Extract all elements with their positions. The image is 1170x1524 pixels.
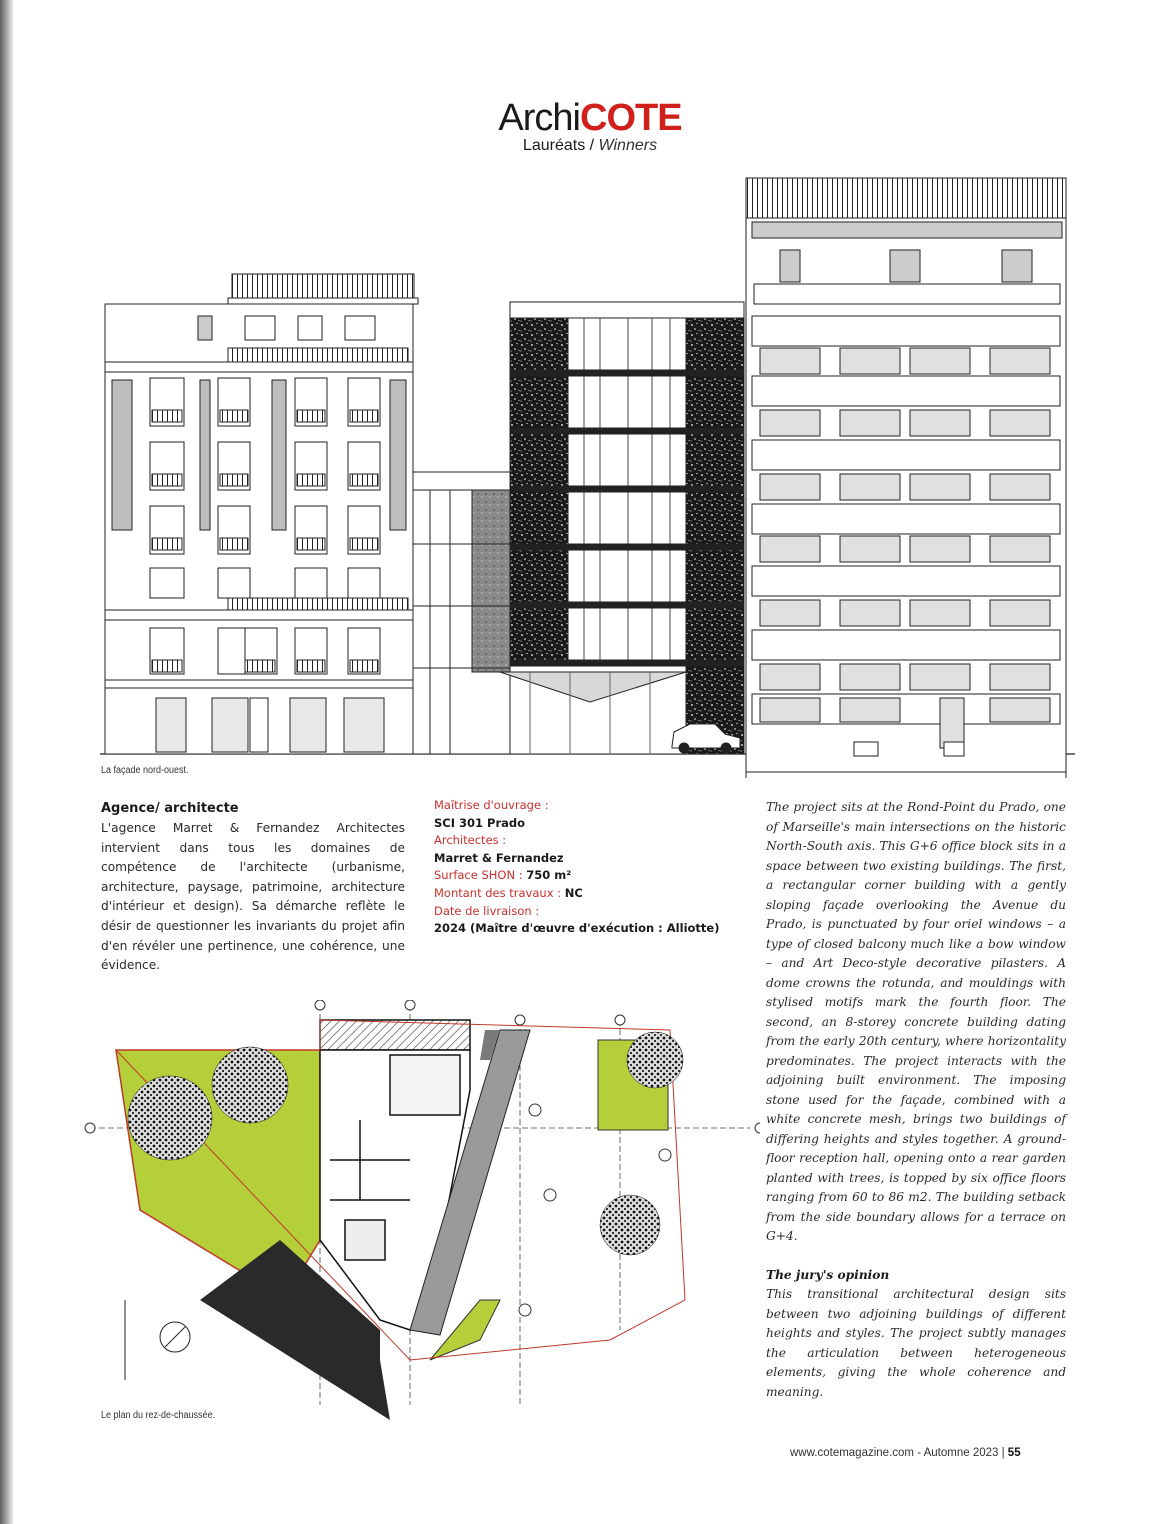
north-arrow-icon — [160, 1322, 190, 1352]
section-subtitle — [490, 137, 690, 155]
owner-label: Maîtrise d'ouvrage : — [434, 798, 549, 812]
architects-value: Marret & Fernandez — [434, 850, 564, 865]
left-building — [105, 274, 418, 754]
delivery-label: Date de livraison : — [434, 903, 540, 918]
page-footer — [790, 1447, 1070, 1459]
footer-issue: Automne 2023 — [923, 1447, 999, 1459]
brand-wordmark — [490, 96, 690, 139]
surface-label: Surface SHON : — [434, 868, 527, 883]
north-west-facade-elevation — [100, 172, 1075, 778]
surface-value: 750 m² — [526, 868, 572, 883]
page-binding-shadow — [0, 0, 14, 1524]
ground-floor-plan — [80, 1000, 760, 1420]
article-body: The project sits at the Rond-Point du Prado, one of Marseille's main intersections on the historic North-South axis. This G+6 office block sits in a space between two existing buildings. The first, a rectangular corner building with a gently sloping façade overlooking the Avenue du Prado, is punctuated by four oriel windows – a type of closed balcony much like a bow window – and Art Deco-style decorative pilasters. A dome crowns the rotunda, and mouldings with stylised motifs mark the fourth floor. The second, an 8-storey concrete building dating from the early 20th century, where horizontality predominates. The project interacts with the adjoining built environment. The imposing stone used for the façade, combined with a white concrete mesh, brings two buildings of differing heights and styles together. A ground-floor reception hall, opening onto a rear garden planted with trees, is topped by six office floors ranging from 60 to 86 m2. The building setback from the side boundary allows for a terrace on G+4. — [766, 800, 1066, 1243]
page-number: 55 — [1007, 1447, 1021, 1459]
footer-site: www.cotemagazine.com — [790, 1447, 914, 1459]
footer-separator: - — [914, 1447, 924, 1459]
cost-value: NC — [564, 885, 583, 900]
agency-heading: Agence/ architecte — [101, 801, 239, 816]
right-building — [746, 178, 1066, 778]
subtitle-fr: Lauréats / — [522, 137, 599, 154]
archicote-logo — [490, 96, 690, 155]
plan-caption: Le plan du rez-de-chaussée. — [101, 1410, 216, 1421]
footer-divider: | — [998, 1447, 1008, 1459]
delivery-value: 2024 (Maître d'œuvre d'exécution : Alliotte) — [434, 921, 720, 936]
agency-text: L'agence Marret & Fernandez Architectes intervient dans tous les domaines de compétence de l'architecte (urbanisme, architecture, paysage, patrimoine, architecture d'intérieur et design). Sa démarche reflète le désir de questionner les invariants du projet afin d'en révéler une pertinence, une cohérence, une évidence. — [101, 821, 405, 973]
owner-value: SCI 301 Prado — [434, 815, 526, 830]
subtitle-en: Winners — [598, 137, 658, 154]
connector-block — [413, 472, 510, 754]
jury-text: This transitional architectural design sits between two adjoining buildings of different heights and styles. The project subtly manages the articulation between heterogeneous elements, giving the whole coherence and meaning. — [766, 1287, 1066, 1399]
article-column — [766, 798, 1066, 1402]
brand-cote: COTE — [580, 97, 682, 139]
jury-heading: The jury's opinion — [766, 1267, 890, 1282]
cost-label: Montant des travaux : — [434, 885, 565, 900]
new-building — [500, 302, 744, 754]
brand-archi: Archi — [498, 97, 580, 139]
agency-column — [101, 799, 405, 976]
project-facts — [434, 797, 734, 938]
architects-label: Architectes : — [434, 833, 507, 848]
elevation-caption: La façade nord-ouest. — [101, 765, 189, 776]
